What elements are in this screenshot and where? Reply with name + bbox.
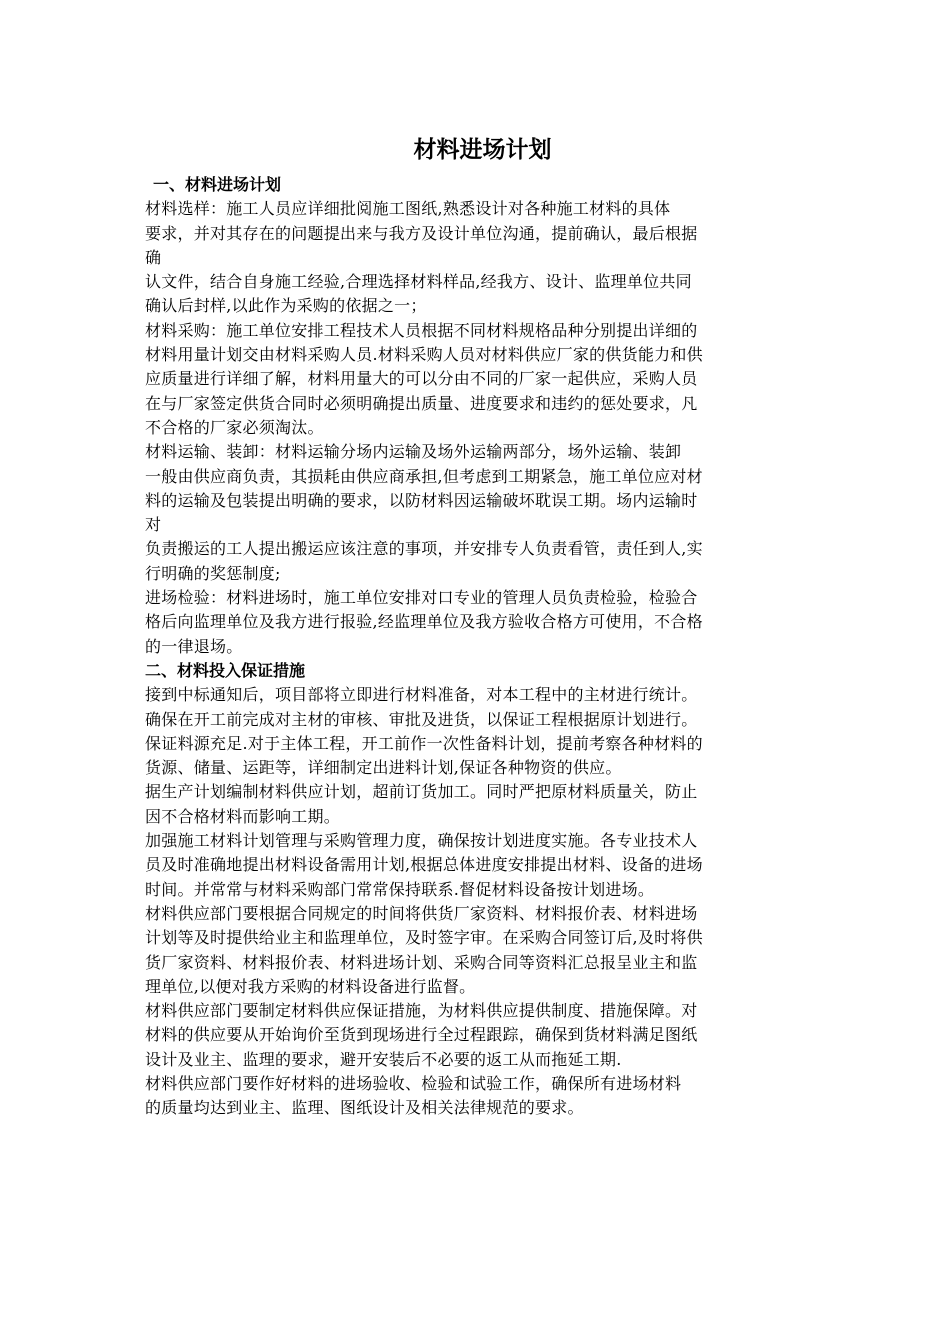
paragraph-line: 不合格的厂家必须淘汰。: [145, 417, 324, 437]
paragraph-line: 保证料源充足.对于主体工程，开工前作一次性备料计划，提前考察各种材料的: [145, 733, 703, 753]
section-2: [145, 659, 810, 1121]
paragraph-line: 货厂家资料、材料报价表、材料进场计划、采购合同等资料汇总报呈业主和监: [145, 952, 698, 972]
paragraph-line: 在与厂家签定供货合同时必须明确提出质量、进度要求和违约的惩处要求，凡: [145, 393, 698, 413]
paragraph-line: 材料采购：施工单位安排工程技术人员根据不同材料规格品种分别提出详细的: [145, 320, 698, 340]
paragraph-line: 接到中标通知后，项目部将立即进行材料准备，对本工程中的主材进行统计。: [145, 685, 698, 705]
paragraph-line: 材料用量计划交由材料采购人员.材料采购人员对材料供应厂家的供货能力和供: [145, 345, 703, 365]
paragraph-line: 确保在开工前完成对主材的审核、审批及进货，以保证工程根据原计划进行。: [145, 709, 698, 729]
paragraph-line: 负责搬运的工人提出搬运应该注意的事项，并安排专人负责看管，责任到人,实: [145, 539, 703, 559]
paragraph-line: 员及时准确地提出材料设备需用计划,根据总体进度安排提出材料、设备的进场: [145, 855, 703, 875]
paragraph-line: 行明确的奖惩制度;: [145, 563, 281, 583]
section-2-heading: 二、材料投入保证措施: [145, 660, 306, 680]
paragraph-line: 材料供应部门要作好材料的进场验收、检验和试验工作，确保所有进场材料: [145, 1073, 682, 1093]
paragraph-line: 理单位,以便对我方采购的材料设备进行监督。: [145, 976, 476, 996]
paragraph-line: 设计及业主、监理的要求，避开安装后不必要的返工从而拖延工期.: [145, 1049, 622, 1069]
paragraph-line: 确: [145, 247, 162, 267]
paragraph-line: 加强施工材料计划管理与采购管理力度，确保按计划进度实施。各专业技术人: [145, 831, 698, 851]
paragraph-line: 的一律退场。: [145, 636, 243, 656]
paragraph-line: 货源、储量、运距等，详细制定出进料计划,保证各种物资的供应。: [145, 758, 622, 778]
section-1: [145, 173, 810, 659]
paragraph-line: 据生产计划编制材料供应计划，超前订货加工。同时严把原材料质量关，防止: [145, 782, 698, 802]
paragraph-line: 进场检验：材料进场时，施工单位安排对口专业的管理人员负责检验，检验合: [145, 588, 698, 608]
document-title: 材料进场计划: [413, 137, 552, 163]
paragraph-line: 材料选样：施工人员应详细批阅施工图纸,熟悉设计对各种施工材料的具体: [145, 199, 671, 219]
paragraph-line: 因不合格材料而影响工期。: [145, 806, 341, 826]
paragraph-line: 认文件，结合自身施工经验,合理选择材料样品,经我方、设计、监理单位共同: [145, 272, 692, 292]
paragraph-line: 一般由供应商负责，其损耗由供应商承担,但考虑到工期紧急，施工单位应对材: [145, 466, 703, 486]
paragraph-line: 的质量均达到业主、监理、图纸设计及相关法律规范的要求。: [145, 1098, 584, 1118]
paragraph-line: 对: [145, 515, 162, 535]
section-1-heading: 一、材料进场计划: [153, 175, 282, 194]
paragraph-line: 料的运输及包装提出明确的要求，以防材料因运输破坏耽误工期。场内运输时: [145, 490, 698, 510]
document-page: [145, 132, 810, 1121]
paragraph-line: 应质量进行详细了解，材料用量大的可以分由不同的厂家一起供应，采购人员: [145, 369, 698, 389]
paragraph-line: 确认后封样,以此作为采购的依据之一；: [145, 296, 427, 316]
paragraph-line: 要求，并对其存在的问题提出来与我方及设计单位沟通，提前确认，最后根据: [145, 223, 698, 243]
paragraph-line: 材料运输、装卸：材料运输分场内运输及场外运输两部分，场外运输、装卸: [145, 442, 682, 462]
paragraph-line: 时间。并常常与材料采购部门常常保持联系.督促材料设备按计划进场。: [145, 879, 655, 899]
paragraph-line: 材料供应部门要制定材料供应保证措施，为材料供应提供制度、措施保障。对: [145, 1001, 698, 1021]
paragraph-line: 计划等及时提供给业主和监理单位，及时签字审。在采购合同签订后,及时将供: [145, 928, 703, 948]
paragraph-line: 材料供应部门要根据合同规定的时间将供货厂家资料、材料报价表、材料进场: [145, 903, 698, 923]
paragraph-line: 格后向监理单位及我方进行报验,经监理单位及我方验收合格方可使用，不合格: [145, 612, 703, 632]
paragraph-line: 材料的供应要从开始询价至货到现场进行全过程跟踪，确保到货材料满足图纸: [145, 1025, 698, 1045]
